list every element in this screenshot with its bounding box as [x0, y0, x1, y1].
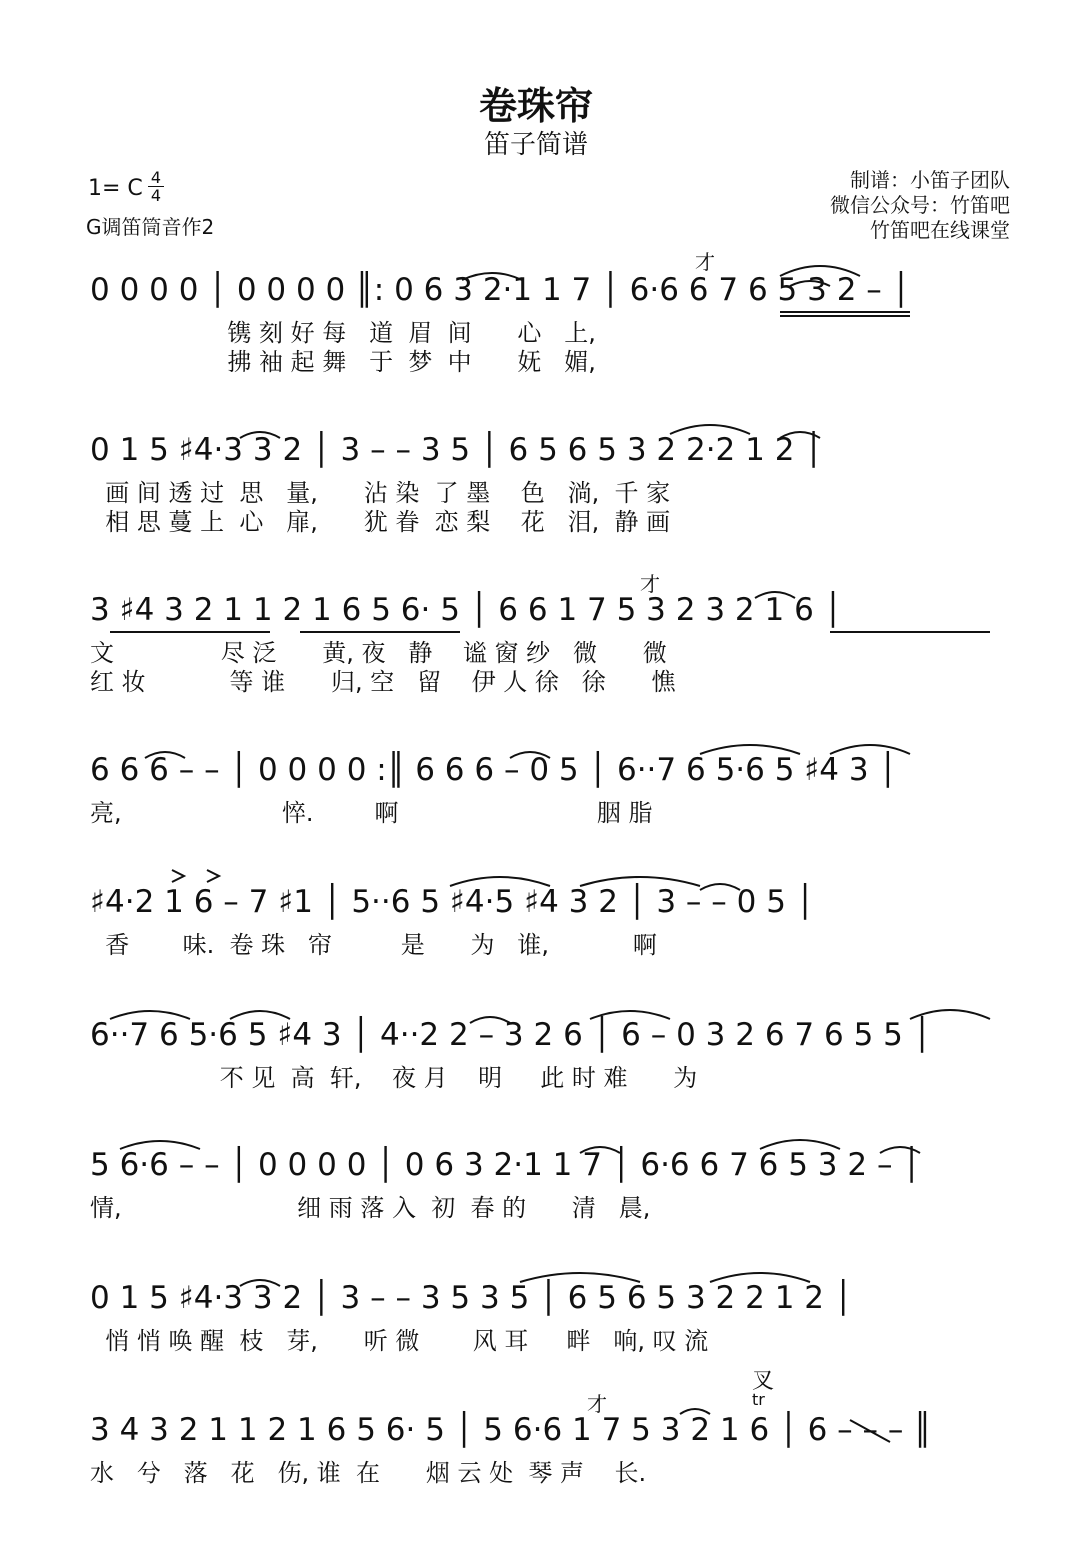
score-system-2	[90, 410, 1020, 540]
credit-line: 制谱：小笛子团队	[850, 168, 1010, 192]
notes-line: 0 1 5 ♯4·3 3 2 │ 3 – – 3 5 3 5 │ 6 5 6 5 3 2 2 1 2 │	[90, 1280, 853, 1316]
score-system-9	[90, 1369, 1020, 1520]
notes-line: 0 0 0 0 │ 0 0 0 0 ║: 0 6 3 2·1 1 7 │ 6·6 6 7 6 5 3 2 – │	[90, 272, 911, 308]
lyrics-verse-1: 不 见 高 轩, 夜 月 明 此 时 难 为	[90, 1064, 698, 1092]
lyrics-verse-2: 拂 袖 起 舞 于 梦 中 妩 媚,	[90, 348, 596, 376]
notes-line: 5 6·6 – – │ 0 0 0 0 │ 0 6 3 2·1 1 7 │ 6·6 6 7 6 5 3 2 – │	[90, 1147, 921, 1183]
lyrics-verse-2: 红 妆 等 谁 归, 空 留 伊 人 徐 徐 憔	[90, 668, 676, 696]
credit-line: 微信公众号：竹笛吧	[830, 193, 1010, 217]
lyrics-verse-1: 悄 悄 唤 醒 枝 芽, 听 微 风 耳 畔 响, 叹 流	[90, 1327, 709, 1355]
cai-mark: 才	[587, 1392, 607, 1416]
lyrics-verse-1: 水 兮 落 花 伤, 谁 在 烟 云 处 琴 声 长.	[90, 1459, 647, 1487]
cai-mark: 才	[640, 572, 660, 596]
page-subtitle: 笛子简谱	[483, 130, 588, 160]
time-top: 4	[150, 168, 162, 187]
time-signature	[146, 170, 166, 203]
key-signature: 1= C	[88, 176, 143, 201]
lyrics-verse-1: 文 尽 泛 黄, 夜 静 谧 窗 纱 微 微	[90, 639, 667, 667]
credit-line: 竹笛吧在线课堂	[870, 218, 1010, 242]
lyrics-verse-1: 亮, 悴. 啊 胭 脂	[90, 799, 653, 827]
notes-line: 3 4 3 2 1 1 2 1 6 5 6· 5 │ 5 6·6 1 7 5 3 2 1 6 │ 6 – – – ║	[90, 1412, 932, 1448]
trill-mark: tr	[752, 1390, 765, 1409]
notes-line: 6··7 6 5·6 5 ♯4 3 │ 4··2 2 – 3 2 6 │ 6 – 0 3 2 6 7 6 5 5 │	[90, 1017, 932, 1053]
lyrics-verse-2: 相 思 蔓 上 心 扉, 犹 眷 恋 梨 花 泪, 静 画	[90, 508, 671, 536]
score-system-8	[90, 1258, 1020, 1388]
notes-line: 6 6 6 – – │ 0 0 0 0 :║ 6 6 6 – 0 5 │ 6··7 6 5·6 5 ♯4 3 │	[90, 752, 898, 788]
flute-fingering: G调笛筒音作2	[86, 215, 215, 239]
lyrics-verse-1: 香 味. 卷 珠 帘 是 为 谁, 啊	[90, 931, 657, 959]
score-system-3	[90, 570, 1020, 700]
score-system-6	[90, 995, 1020, 1125]
score-system-1	[90, 250, 1020, 380]
cai-mark: 才	[695, 250, 715, 274]
score-system-7	[90, 1125, 1020, 1255]
notes-line: ♯4·2 1 6 – 7 ♯1 │ 5··6 5 ♯4·5 ♯4 3 2 │ 3 – – 0 5 │	[90, 884, 815, 920]
cha-mark: 叉	[752, 1369, 775, 1394]
lyrics-verse-1: 镌 刻 好 每 道 眉 间 心 上,	[90, 319, 596, 347]
notes-line: 3 ♯4 3 2 1 1 2 1 6 5 6· 5 │ 6 6 1 7 5 3 2 3 2 1 6 │	[90, 592, 843, 628]
score-system-5	[90, 862, 1020, 992]
lyrics-verse-1: 画 间 透 过 思 量, 沾 染 了 墨 色 淌, 千 家	[90, 479, 671, 507]
time-bottom: 4	[150, 186, 162, 205]
lyrics-verse-1: 情, 细 雨 落 入 初 春 的 清 晨,	[90, 1194, 651, 1222]
score-system-4	[90, 730, 1020, 860]
notes-line: 0 1 5 ♯4·3 3 2 │ 3 – – 3 5 │ 6 5 6 5 3 2 2·2 1 2 │	[90, 432, 823, 468]
credits	[830, 168, 1010, 243]
page-title: 卷珠帘	[478, 84, 593, 128]
